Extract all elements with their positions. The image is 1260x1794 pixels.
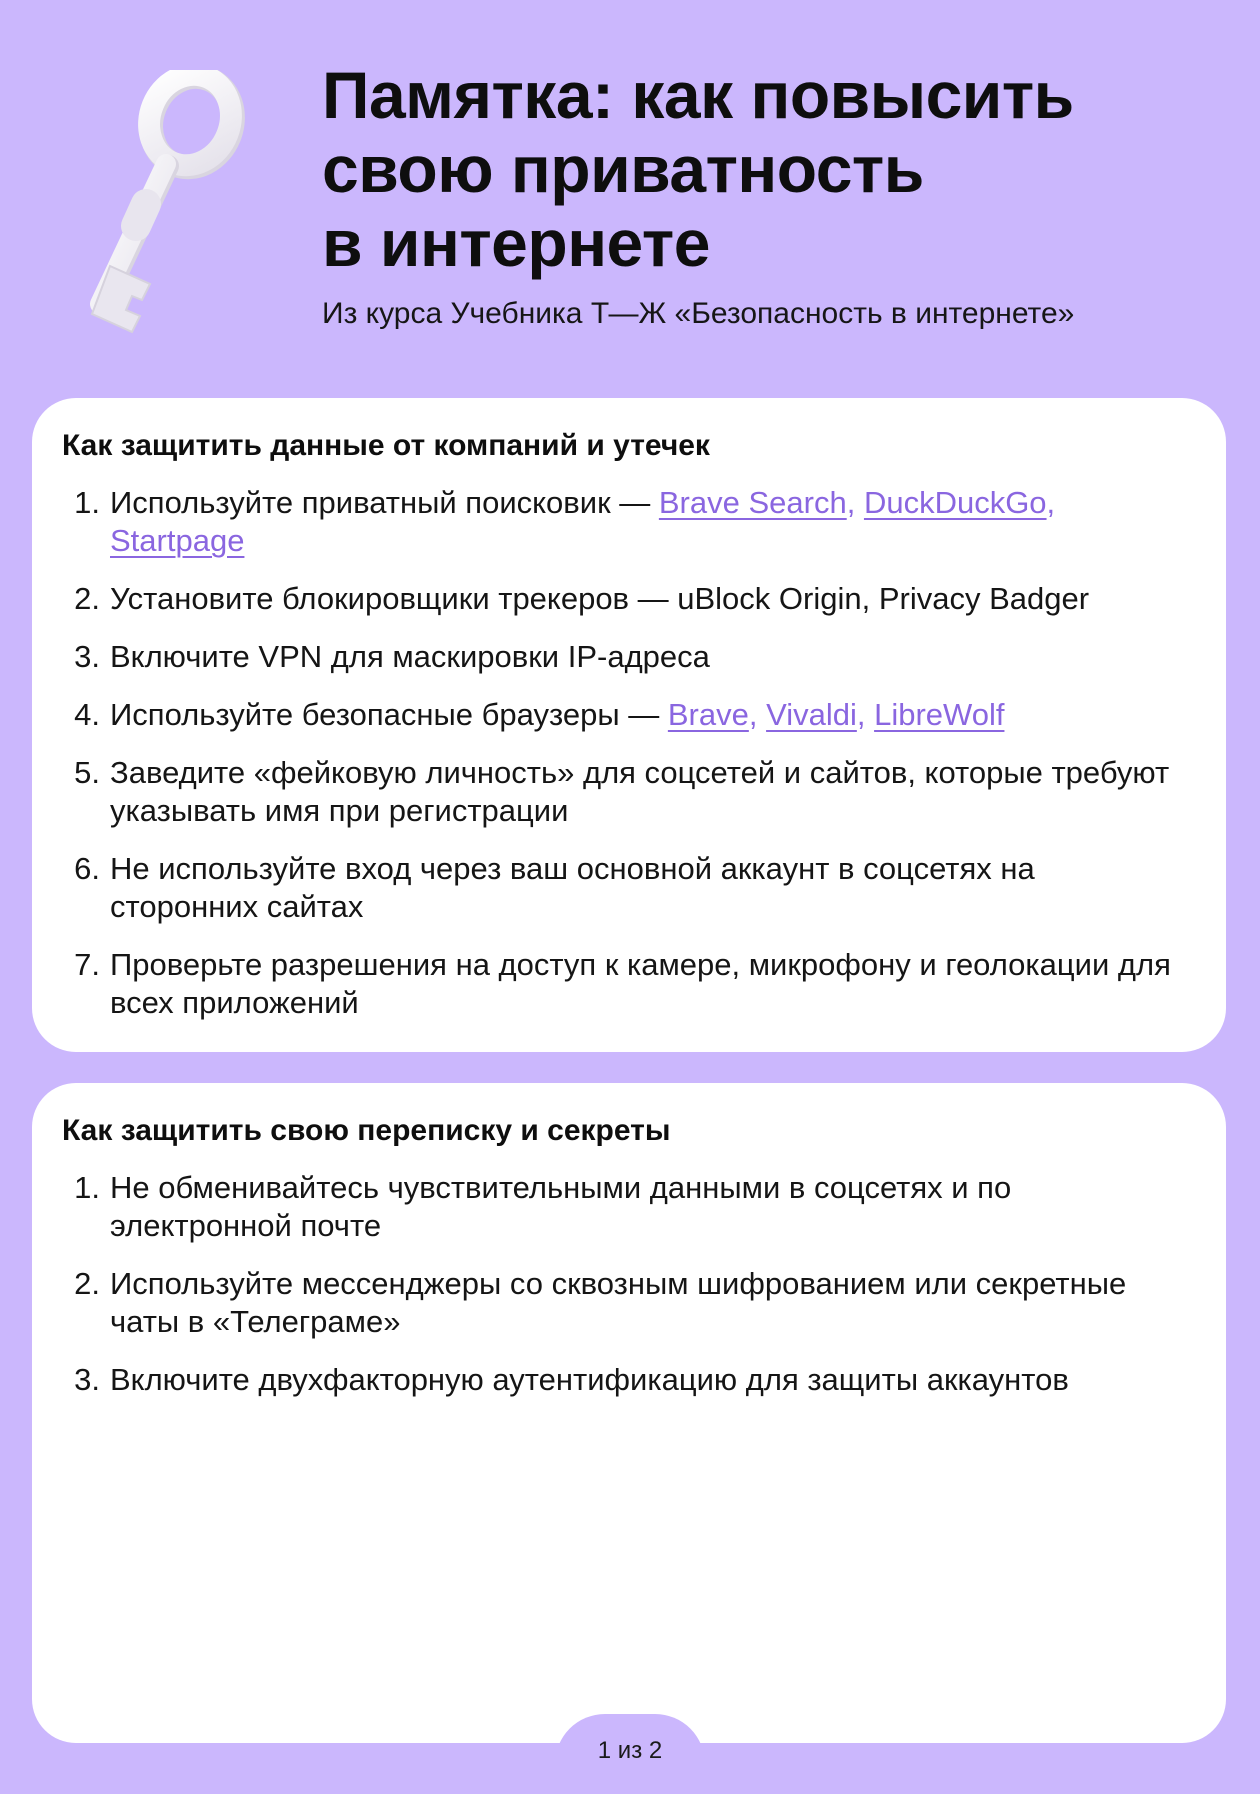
link-startpage[interactable]: Startpage (110, 523, 245, 558)
list-item: 1. Используйте приватный поисковик — Brave Search, DuckDuckGo, Startpage (62, 484, 1188, 560)
item-number: 1. (74, 485, 100, 520)
tips-list (62, 484, 1188, 1022)
link-duckduckgo[interactable]: DuckDuckGo (863, 485, 1047, 520)
section-title: Как защитить данные от компаний и утечек (62, 429, 710, 462)
item-text: Используйте приватный поисковик — (110, 485, 659, 520)
list-item (62, 1169, 1188, 1245)
item-text: Не используйте вход через ваш основной аккаунт в соцсетях на сторонних сайтах (110, 851, 1035, 924)
list-item (62, 754, 1188, 830)
tips-list (62, 1169, 1188, 1399)
item-number: 3. (74, 639, 100, 674)
list-item (62, 1361, 1188, 1399)
link-brave-search[interactable]: Brave Search (658, 485, 847, 520)
link-brave[interactable]: Brave (667, 697, 749, 732)
item-number: 4. (74, 697, 100, 732)
item-text: Установите блокировщики трекеров — uBlock Origin, Privacy Badger (110, 581, 1090, 616)
item-number: 6. (74, 851, 100, 886)
item-number: 7. (74, 947, 100, 982)
item-text: Включите VPN для маскировки IP-адреса (110, 639, 710, 674)
item-text: Включите двухфакторную аутентификацию для защиты аккаунтов (110, 1362, 1069, 1397)
list-item (62, 638, 1188, 676)
header (0, 0, 1260, 398)
section-title: Как защитить свою переписку и секреты (62, 1114, 671, 1147)
key-icon (70, 70, 270, 340)
link-vivaldi[interactable]: Vivaldi (766, 697, 857, 732)
item-number: 5. (74, 755, 100, 790)
item-text: Не обменивайтесь чувствительными данными в соцсетях и по электронной почте (110, 1170, 1012, 1243)
list-item (62, 850, 1188, 926)
list-item: 4. Используйте безопасные браузеры — Brave, Vivaldi, LibreWolf (62, 696, 1188, 734)
list-item (62, 1265, 1188, 1341)
link-librewolf[interactable]: LibreWolf (874, 697, 1005, 732)
section-data-protection (32, 398, 1226, 1052)
item-number: 2. (74, 581, 100, 616)
list-item (62, 946, 1188, 1022)
item-text: Проверьте разрешения на доступ к камере, микрофону и геолокации для всех приложений (110, 947, 1171, 1020)
section-messaging-protection (32, 1083, 1226, 1743)
list-item (62, 580, 1188, 618)
item-text: Используйте безопасные браузеры — (110, 697, 668, 732)
item-text: Используйте мессенджеры со сквозным шифрованием или секретные чаты в «Телеграме» (110, 1266, 1127, 1339)
page-title: Памятка: как повысить свою приватность в интернете (322, 58, 1074, 280)
page-indicator: 1 из 2 (555, 1714, 705, 1794)
item-number: 2. (74, 1266, 100, 1301)
item-number: 1. (74, 1170, 100, 1205)
item-text: Заведите «фейковую личность» для соцсетей и сайтов, которые требуют указывать имя при регистрации (110, 755, 1170, 828)
item-number: 3. (74, 1362, 100, 1397)
page-subtitle: Из курса Учебника Т—Ж «Безопасность в интернете» (322, 297, 1075, 330)
